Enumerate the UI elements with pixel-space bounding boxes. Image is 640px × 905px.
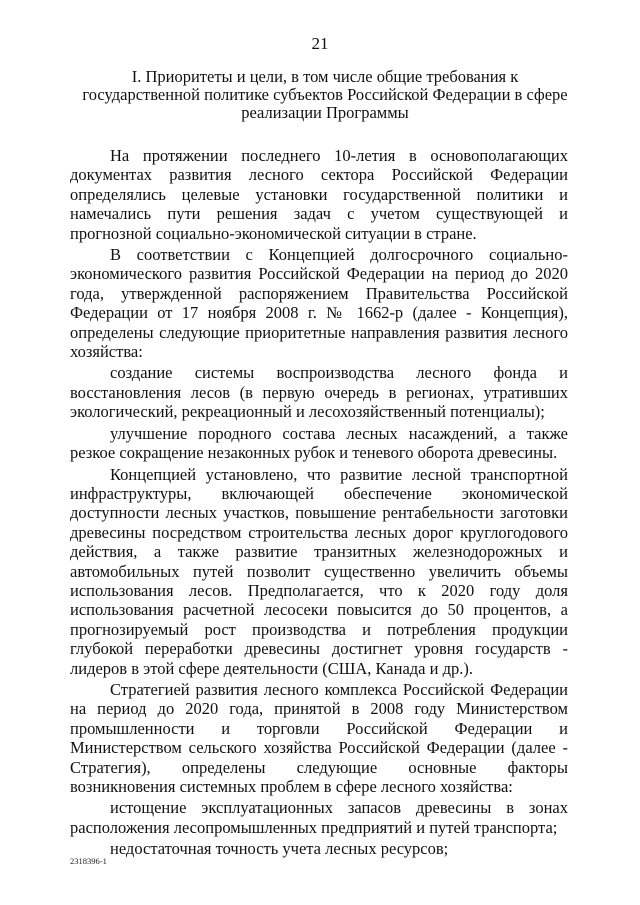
paragraph: создание системы воспроизводства лесного фонда и восстановления лесов (в первую очередь в регионах, утративших экологический, рекреационный и лесохозяйственный потенциалы); [70,363,568,422]
paragraph: На протяжении последнего 10-летия в основополагающих документах развития лесного сектора Российской Федерации определялись целевые установки государственной политики и намечались пути решения задач с учетом существующей и прогнозной социально-экономической ситуации в стране. [70,146,568,243]
paragraph: улучшение породного состава лесных насаждений, а также резкое сокращение незаконных рубок и теневого оборота древесины. [70,423,568,463]
paragraph: недостаточная точность учета лесных ресурсов; [110,839,449,859]
paragraph: истощение эксплуатационных запасов древесины в зонах расположения лесопромышленных предприятий и путей транспорта; [70,798,568,837]
page-number: 21 [311,34,329,53]
paragraph: В соответствии с Концепцией долгосрочного социально-экономического развития Российской Федерации на период до 2020 года, утвержденной распоряжением Правительства Российской Федерации от 17 ноября 2008 г. № 1662-р (далее - Концепция), определены следующие приоритетные направления развития лесного хозяйства: [70,245,568,362]
section-heading: I. Приоритеты и цели, в том числе общие требования к государственной политике субъектов Российской Федерации в сфере реализации Программы [82,67,568,122]
document-code: 2318396-1 [70,856,107,866]
paragraph: Стратегией развития лесного комплекса Российской Федерации на период до 2020 года, принятой в 2008 году Министерством промышленности и торговли Российской Федерации и Министерством сельского хозяйства Российской Федерации (далее - Стратегия), определены следующие основные факторы возникновения системных проблем в сфере лесного хозяйства: [70,679,568,796]
body-text [70,146,568,861]
paragraph: Концепцией установлено, что развитие лесной транспортной инфраструктуры, включающей обеспечение экономической доступности лесных участков, повышение рентабельности заготовки древесины посредством строительства лесных дорог круглогодового действия, а также развитие транзитных железнодорожных и автомобильных путей позволит существенно увеличить объемы использования лесов. Предполагается, что к 2020 году доля использования расчетной лесосеки повысится до 50 процентов, а прогнозируемый рост производства и потребления продукции глубокой переработки древесины достигнет уровня государств - лидеров в этой сфере деятельности (США, Канада и др.). [70,464,568,678]
